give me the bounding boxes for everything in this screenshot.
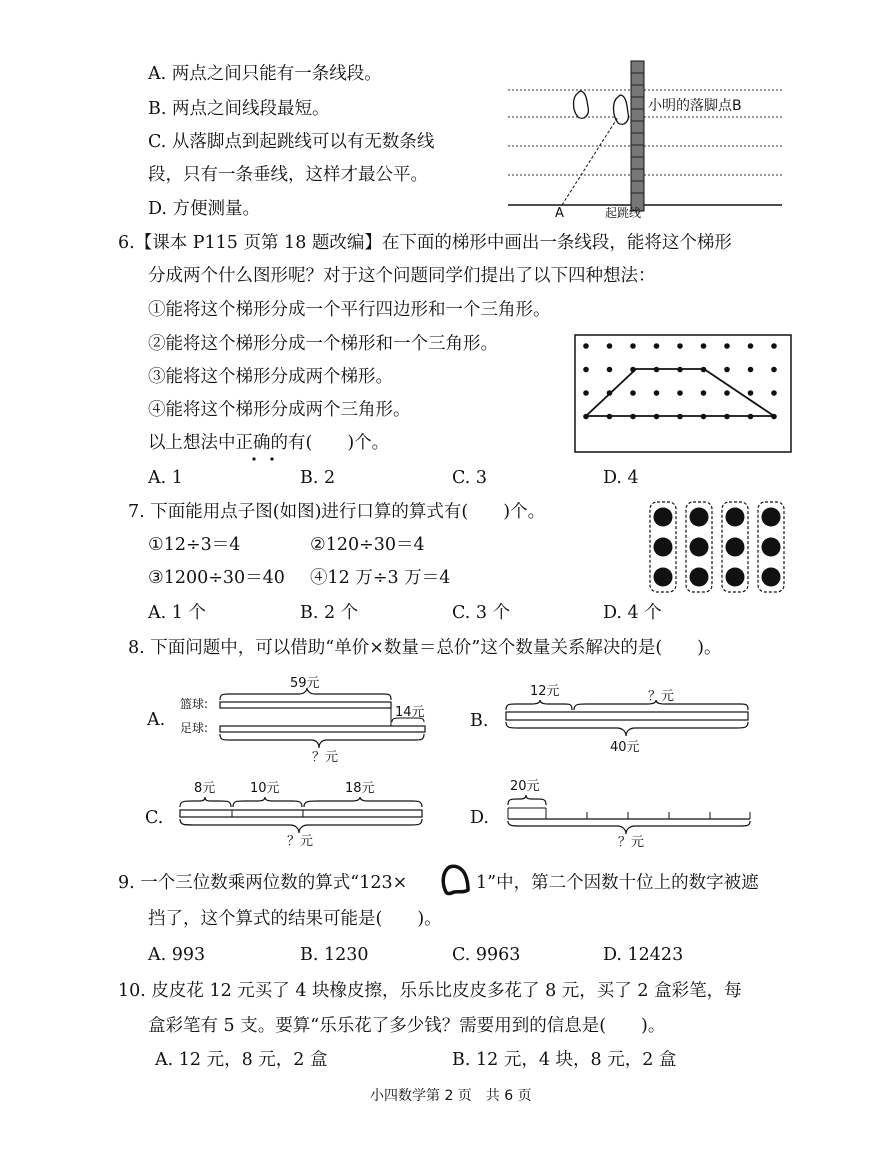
- q8-c-segment-diagram: [178, 797, 426, 837]
- grid-dot: [771, 367, 777, 373]
- point-a-label: A: [555, 206, 564, 221]
- grid-dot: [630, 390, 636, 396]
- grid-dot: [771, 390, 777, 396]
- q5-option-c-cont: 段，只有一条垂线，这样才最公平。: [148, 165, 428, 185]
- counting-dot: [654, 538, 673, 557]
- q10-choice-a: A. 12 元，8 元，2 盒: [155, 1050, 328, 1070]
- counting-dot: [762, 508, 781, 527]
- grid-dot: [630, 414, 636, 420]
- grid-dot: [583, 367, 589, 373]
- counting-dot: [726, 508, 745, 527]
- q7-choice-b: B. 2 个: [300, 603, 359, 623]
- q8-a-top-value: 59元: [290, 676, 320, 691]
- q5-option-d: D. 方便测量。: [148, 199, 261, 219]
- q6-idea-3: ③能将这个梯形分成两个梯形。: [148, 367, 393, 387]
- q9-choice-c: C. 9963: [452, 945, 521, 965]
- landing-point-label: 小明的落脚点B: [648, 98, 742, 114]
- q6-choice-d: D. 4: [603, 468, 639, 488]
- grid-dot: [748, 343, 754, 349]
- q9-stem-line2: 挡了，这个算式的结果可能是( )。: [148, 909, 442, 929]
- grid-dot: [583, 414, 589, 420]
- grid-dot: [724, 414, 730, 420]
- q8-c-part3-value: 18元: [345, 781, 375, 796]
- grid-dot: [677, 414, 683, 420]
- q10-choice-b: B. 12 元，4 块，8 元，2 盒: [452, 1050, 677, 1070]
- counting-dot: [726, 538, 745, 557]
- q8-b-segment-diagram: [502, 700, 754, 742]
- counting-dot: [654, 508, 673, 527]
- q7-formula-4: ④12 万÷3 万＝4: [310, 568, 451, 588]
- grid-dot: [748, 367, 754, 373]
- q7-stem: 7. 下面能用点子图(如图)进行口算的算式有( )个。: [128, 502, 546, 522]
- q8-d-letter: D.: [470, 808, 489, 828]
- grid-dot: [771, 414, 777, 420]
- q8-d-segment-diagram: [505, 795, 755, 837]
- basketball-label: 篮球:: [180, 697, 209, 711]
- q8-a-segment-diagram: [215, 688, 430, 754]
- q6-choice-a: A. 1: [148, 468, 183, 488]
- q6-idea-2: ②能将这个梯形分成一个梯形和一个三角形。: [148, 334, 498, 354]
- q8-a-letter: A.: [147, 710, 166, 730]
- q7-formula-1: ①12÷3＝4: [148, 535, 241, 555]
- grid-dot: [677, 367, 683, 373]
- q5-option-b: B. 两点之间线段最短。: [148, 99, 330, 119]
- counting-dot-columns: [646, 500, 786, 596]
- q7-formula-3: ③1200÷30＝40: [148, 568, 285, 588]
- grid-dot: [607, 390, 613, 396]
- grid-dot: [701, 343, 707, 349]
- grid-dot: [771, 343, 777, 349]
- q5-option-a: A. 两点之间只能有一条线段。: [148, 64, 382, 84]
- counting-dot: [654, 568, 673, 587]
- q8-stem: 8. 下面问题中，可以借助“单价×数量＝总价”这个数量关系解决的是( )。: [128, 638, 722, 658]
- grid-dot: [701, 390, 707, 396]
- counting-dot: [690, 538, 709, 557]
- grid-dot: [724, 343, 730, 349]
- long-jump-figure: [500, 55, 790, 225]
- q9-stem-part-a: 9. 一个三位数乘两位数的算式“123×: [118, 873, 408, 893]
- grid-dot: [630, 367, 636, 373]
- q7-formula-2: ②120÷30＝4: [310, 535, 425, 555]
- football-label: 足球:: [180, 721, 209, 735]
- emphasis-dots: [244, 456, 284, 462]
- q8-a-bottom-value: ？元: [312, 750, 339, 765]
- q9-choice-b: B. 1230: [300, 945, 369, 965]
- q6-question: 以上想法中正确的有( )个。: [148, 433, 390, 453]
- q9-choice-d: D. 12423: [603, 945, 684, 965]
- grid-dot: [654, 390, 660, 396]
- grid-dot: [677, 343, 683, 349]
- grid-dot: [654, 414, 660, 420]
- grid-dot: [654, 343, 660, 349]
- grid-dot: [607, 414, 613, 420]
- q5-option-c: C. 从落脚点到起跳线可以有无数条线: [148, 132, 435, 152]
- covered-digit-blob-icon: [438, 864, 472, 896]
- grid-dot: [748, 414, 754, 420]
- grid-dot: [748, 390, 754, 396]
- grid-dot: [724, 367, 730, 373]
- q8-c-letter: C.: [145, 808, 164, 828]
- q7-choice-a: A. 1 个: [148, 603, 206, 623]
- q8-b-total-value: 40元: [610, 740, 640, 755]
- page-footer: 小四数学第 2 页 共 6 页: [370, 1088, 532, 1104]
- grid-dot: [701, 414, 707, 420]
- q9-choice-a: A. 993: [148, 945, 206, 965]
- takeoff-line-label: 起跳线: [605, 206, 642, 220]
- grid-dot: [583, 390, 589, 396]
- q7-choice-c: C. 3 个: [452, 603, 511, 623]
- q6-stem-line2: 分成两个什么图形呢？对于这个问题同学们提出了以下四种想法：: [148, 266, 656, 286]
- grid-dot: [677, 390, 683, 396]
- grid-dot: [724, 390, 730, 396]
- counting-dot: [762, 568, 781, 587]
- counting-dot: [690, 568, 709, 587]
- q6-choice-c: C. 3: [452, 468, 488, 488]
- grid-dot: [607, 367, 613, 373]
- q6-stem-line1: 6.【课本 P115 页第 18 题改编】在下面的梯形中画出一条线段，能将这个梯形: [118, 233, 732, 253]
- q8-c-part2-value: 10元: [250, 781, 280, 796]
- q8-a-diff-value: 14元: [395, 705, 425, 720]
- counting-dot: [726, 568, 745, 587]
- q9-stem-part-b: 1”中，第二个因数十位上的数字被遮: [476, 873, 759, 893]
- counting-dot: [690, 508, 709, 527]
- q8-c-total-value: ？元: [287, 834, 314, 849]
- trapezoid-dot-grid: [574, 334, 792, 453]
- grid-dot: [607, 343, 613, 349]
- q6-choice-b: B. 2: [300, 468, 336, 488]
- q8-d-part-value: 20元: [510, 779, 540, 794]
- q10-stem-line2: 盒彩笔有 5 支。要算“乐乐花了多少钱？需要用到的信息是( )。: [148, 1016, 666, 1036]
- counting-dot: [762, 538, 781, 557]
- q8-b-rest-value: ？元: [648, 689, 675, 704]
- q6-idea-4: ④能将这个梯形分成两个三角形。: [148, 400, 411, 420]
- q10-stem-line1: 10. 皮皮花 12 元买了 4 块橡皮擦，乐乐比皮皮多花了 8 元，买了 2 盒彩笔，每: [118, 981, 742, 1001]
- q8-b-letter: B.: [470, 711, 489, 731]
- grid-dot: [583, 343, 589, 349]
- q7-choice-d: D. 4 个: [603, 603, 662, 623]
- grid-dot: [630, 343, 636, 349]
- q6-idea-1: ①能将这个梯形分成一个平行四边形和一个三角形。: [148, 300, 551, 320]
- q8-b-part-value: 12元: [530, 684, 560, 699]
- q8-c-part1-value: 8元: [194, 781, 216, 796]
- grid-dot: [654, 367, 660, 373]
- grid-dot: [701, 367, 707, 373]
- q8-d-total-value: ？元: [618, 835, 645, 850]
